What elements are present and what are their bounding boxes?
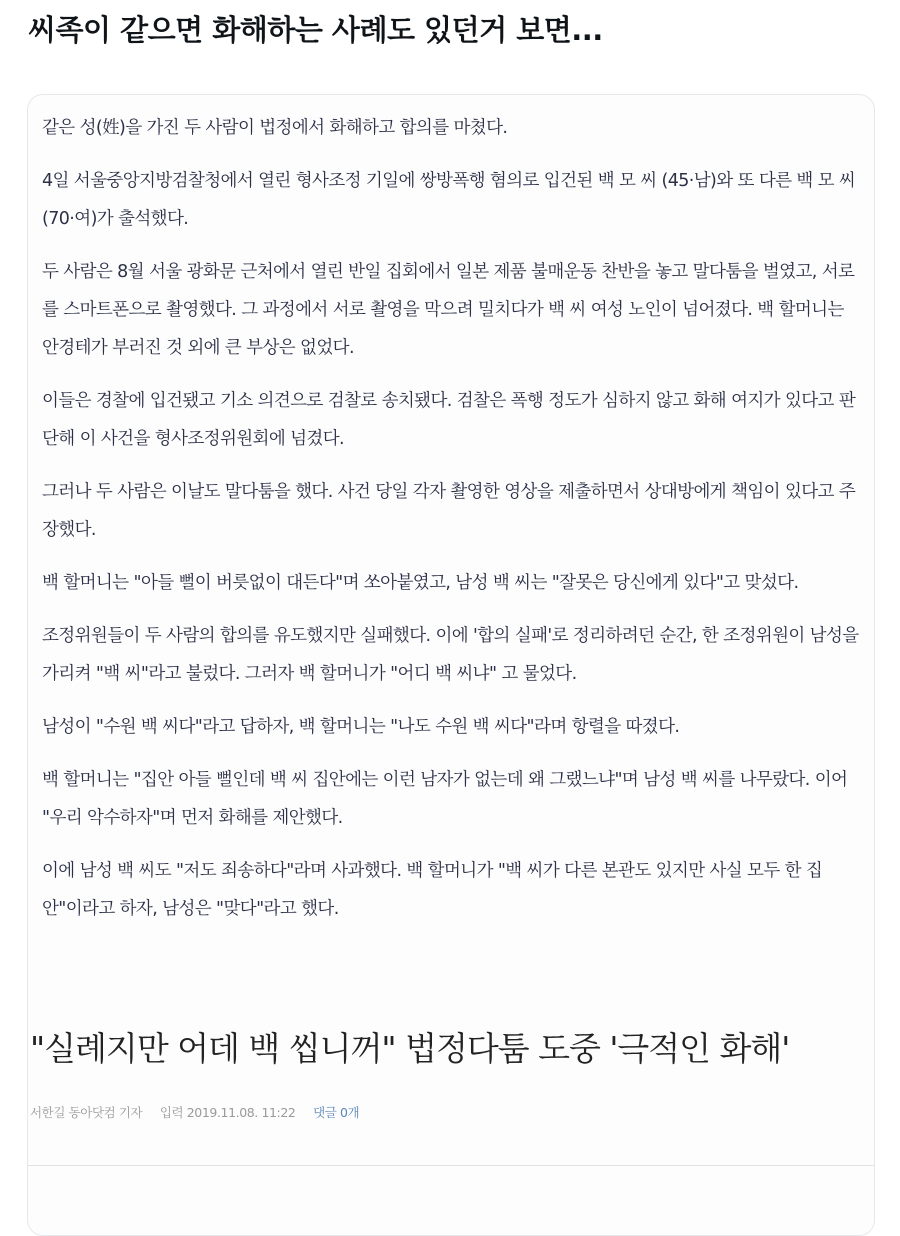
article-body <box>42 109 860 943</box>
article-paragraph: 이에 남성 백 씨도 "저도 죄송하다"라며 사과했다. 백 할머니가 "백 씨가 다른 본관도 있지만 사실 모두 한 집안"이라고 하자, 남성은 "맞다"라고 했다. <box>42 861 823 919</box>
article-paragraph: 4일 서울중앙지방검찰청에서 열린 형사조정 기일에 쌍방폭행 혐의로 입건된 백 모 씨 (45·남)와 또 다른 백 모 씨(70·여)가 출석했다. <box>42 171 856 229</box>
article-paragraph: 같은 성(姓)을 가진 두 사람이 법정에서 화해하고 합의를 마쳤다. <box>42 118 508 138</box>
article-headline: "실례지만 어데 백 씹니꺼" 법정다툼 도중 '극적인 화해' <box>30 1029 790 1068</box>
divider <box>28 1165 874 1166</box>
embedded-article-image[interactable] <box>27 94 875 1236</box>
article-paragraph: 조정위원들이 두 사람의 합의를 유도했지만 실패했다. 이에 '합의 실패'로 정리하려던 순간, 한 조정위원이 남성을 가리켜 "백 씨"라고 불렀다. 그러자 백 할머니가 "어디 백 씨냐" 고 물었다. <box>42 626 859 684</box>
publish-date: 입력 2019.11.08. 11:22 <box>159 1105 296 1120</box>
article-paragraph: 남성이 "수원 백 씨다"라고 답하자, 백 할머니는 "나도 수원 백 씨다"라며 항렬을 따졌다. <box>42 717 680 737</box>
article-byline <box>30 1103 373 1121</box>
article-paragraph: 백 할머니는 "아들 뻘이 버릇없이 대든다"며 쏘아붙였고, 남성 백 씨는 "잘못은 당신에게 있다"고 맞섰다. <box>42 573 799 593</box>
comment-count: 댓글 0개 <box>313 1105 360 1120</box>
article-paragraph: 그러나 두 사람은 이날도 말다툼을 했다. 사건 당일 각자 촬영한 영상을 제출하면서 상대방에게 책임이 있다고 주장했다. <box>42 482 856 540</box>
article-paragraph: 백 할머니는 "집안 아들 뻘인데 백 씨 집안에는 이런 남자가 없는데 왜 그랬느냐"며 남성 백 씨를 나무랐다. 이어 "우리 악수하자"며 먼저 화해를 제안했다. <box>42 770 848 828</box>
article-paragraph: 이들은 경찰에 입건됐고 기소 의견으로 검찰로 송치됐다. 검찰은 폭행 정도가 심하지 않고 화해 여지가 있다고 판단해 이 사건을 형사조정위원회에 넘겼다. <box>42 391 856 449</box>
article-paragraph: 두 사람은 8월 서울 광화문 근처에서 열린 반일 집회에서 일본 제품 불매운동 찬반을 놓고 말다툼을 벌였고, 서로를 스마트폰으로 촬영했다. 그 과정에서 서로 촬영을 막으려 밀치다가 백 씨 여성 노인이 넘어졌다. 백 할머니는 안경테가 부러진 것 외에 큰 부상은 없었다. <box>42 262 855 358</box>
reporter-name: 서한길 동아닷컴 기자 <box>30 1105 143 1120</box>
post-title: 씨족이 같으면 화해하는 사례도 있던거 보면... <box>28 13 603 47</box>
